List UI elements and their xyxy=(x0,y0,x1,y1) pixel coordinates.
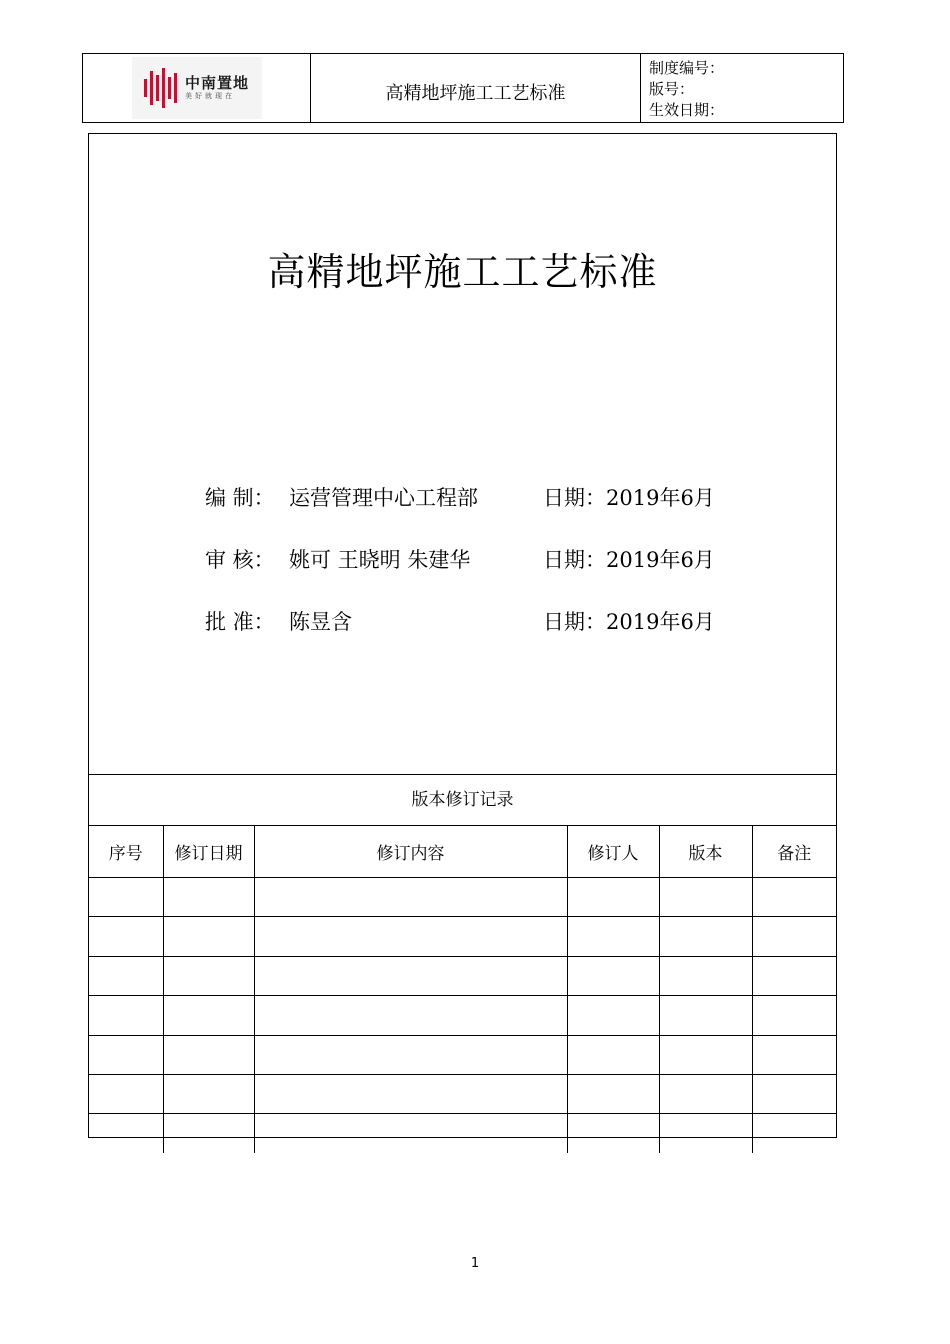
table-cell xyxy=(254,1114,567,1153)
company-logo xyxy=(132,57,262,119)
col-header-date: 修订日期 xyxy=(163,826,254,878)
table-cell xyxy=(567,1035,659,1074)
table-cell xyxy=(567,1074,659,1113)
col-header-version: 版本 xyxy=(659,826,752,878)
header-logo-cell xyxy=(83,54,311,122)
table-cell xyxy=(89,1074,163,1113)
meta-effective-date: 生效日期： xyxy=(649,101,725,119)
table-row xyxy=(89,917,836,956)
cover-frame xyxy=(88,133,837,1138)
table-row xyxy=(89,956,836,995)
table-cell xyxy=(89,956,163,995)
compiled-by-row xyxy=(205,482,715,512)
table-cell xyxy=(659,1035,752,1074)
row-label: 审 核： xyxy=(205,548,275,572)
table-cell xyxy=(254,956,567,995)
row-label: 编 制： xyxy=(205,486,275,510)
col-header-notes: 备注 xyxy=(752,826,836,878)
table-row xyxy=(89,996,836,1035)
col-header-reviser: 修订人 xyxy=(567,826,659,878)
table-cell xyxy=(567,917,659,956)
row-label: 批 准： xyxy=(205,610,275,634)
table-cell xyxy=(752,1074,836,1113)
revision-title: 版本修订记录 xyxy=(89,775,836,826)
row-value: 运营管理中心工程部 xyxy=(289,486,478,510)
col-header-index: 序号 xyxy=(89,826,163,878)
table-cell xyxy=(163,878,254,917)
table-row xyxy=(89,1114,836,1153)
table-cell xyxy=(659,996,752,1035)
row-value: 陈昱含 xyxy=(289,610,352,634)
table-cell xyxy=(163,956,254,995)
page-title: 高精地坪施工工艺标准 xyxy=(267,250,658,294)
table-cell xyxy=(752,996,836,1035)
header-meta xyxy=(641,54,843,122)
table-cell xyxy=(254,996,567,1035)
reviewed-by-row xyxy=(205,544,715,574)
table-cell xyxy=(659,956,752,995)
revision-table xyxy=(89,826,836,1153)
table-cell xyxy=(254,917,567,956)
table-cell xyxy=(752,878,836,917)
revision-record xyxy=(89,774,836,1153)
table-cell xyxy=(163,1114,254,1153)
table-cell xyxy=(163,996,254,1035)
table-cell xyxy=(752,956,836,995)
table-cell xyxy=(89,917,163,956)
table-cell xyxy=(254,1035,567,1074)
row-value: 姚可 王晓明 朱建华 xyxy=(289,548,471,572)
logo-name: 中南置地 xyxy=(184,73,249,92)
logo-slogan: 美好就现在 xyxy=(184,92,235,101)
table-cell xyxy=(163,1074,254,1113)
meta-version: 版号： xyxy=(649,80,695,98)
table-cell xyxy=(567,956,659,995)
col-header-content: 修订内容 xyxy=(254,826,567,878)
table-cell xyxy=(567,878,659,917)
table-cell xyxy=(163,1035,254,1074)
table-cell xyxy=(163,917,254,956)
table-cell xyxy=(752,1035,836,1074)
header-title: 高精地坪施工工艺标准 xyxy=(311,54,641,122)
table-cell xyxy=(659,1114,752,1153)
table-cell xyxy=(752,917,836,956)
revision-table-body xyxy=(89,878,836,1153)
row-date: 日期：2019年6月 xyxy=(543,610,715,634)
table-row xyxy=(89,1074,836,1113)
table-cell xyxy=(567,1114,659,1153)
approved-by-row xyxy=(205,606,715,636)
row-date: 日期：2019年6月 xyxy=(543,486,715,510)
table-cell xyxy=(659,878,752,917)
meta-policy-number: 制度编号： xyxy=(649,59,725,77)
table-row xyxy=(89,878,836,917)
zhongnan-logo-icon xyxy=(144,68,177,108)
table-cell xyxy=(752,1114,836,1153)
table-cell xyxy=(567,996,659,1035)
table-cell xyxy=(89,878,163,917)
table-cell xyxy=(254,1074,567,1113)
row-date: 日期：2019年6月 xyxy=(543,548,715,572)
document-header xyxy=(82,53,844,123)
table-cell xyxy=(89,996,163,1035)
table-cell xyxy=(659,917,752,956)
table-header-row xyxy=(89,826,836,878)
table-cell xyxy=(254,878,567,917)
logo-text xyxy=(185,75,249,101)
table-row xyxy=(89,1035,836,1074)
table-cell xyxy=(89,1114,163,1153)
table-cell xyxy=(89,1035,163,1074)
page-number: 1 xyxy=(470,1256,480,1271)
table-cell xyxy=(659,1074,752,1113)
